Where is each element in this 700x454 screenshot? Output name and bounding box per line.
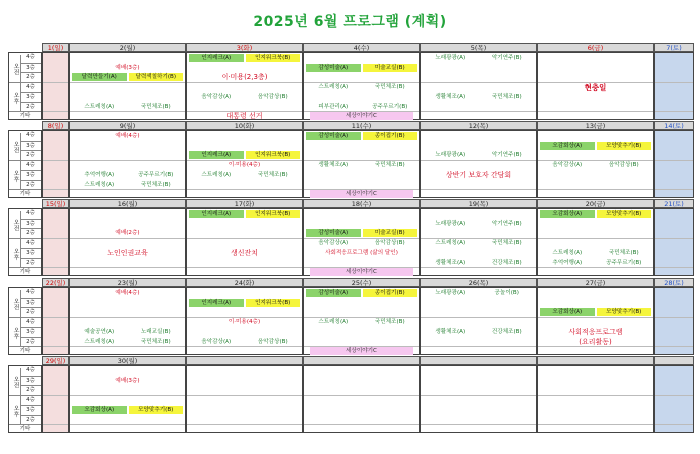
- slot-divider: [43, 267, 68, 268]
- day-cell: [186, 287, 303, 355]
- slot-divider: [187, 424, 302, 425]
- program-item: 오감회상(A): [540, 308, 595, 316]
- slot-divider: [655, 267, 693, 268]
- program-item: 국민체조(B): [374, 84, 405, 91]
- day-header: 24(화): [186, 278, 303, 287]
- day-header: 9(월): [69, 121, 186, 130]
- pm-label: 오후: [9, 238, 21, 268]
- day-cell: [42, 365, 69, 433]
- slot-label: 4층: [26, 132, 35, 138]
- slot-divider: [538, 317, 653, 318]
- program-item: 인지워크북(B): [246, 210, 301, 218]
- program-item: 달력색칠하기(B): [129, 73, 184, 81]
- program-item: 국민체조(B): [374, 162, 405, 169]
- slot-divider: [655, 317, 693, 318]
- program-item: 국민체조(B): [140, 181, 171, 188]
- program-item: 스트레칭(A): [84, 181, 115, 188]
- slot-divider: [421, 346, 536, 347]
- slot-divider: [43, 82, 68, 83]
- slot-divider: [655, 346, 693, 347]
- program-item: 국민체조(B): [491, 93, 522, 100]
- program-item: 미술교실(B): [363, 229, 418, 237]
- day-header: 12(목): [420, 121, 537, 130]
- day-header: [420, 356, 537, 365]
- program-item: 국민체조(B): [491, 240, 522, 247]
- slot-label: 2층: [20, 307, 41, 317]
- program-item: 국민체조(B): [257, 171, 288, 178]
- slot-label: 기타: [9, 189, 41, 199]
- slot-divider: [655, 111, 693, 112]
- program-item: 상반기 보호자 간담회: [445, 170, 512, 179]
- day-cell: [537, 130, 654, 198]
- program-item: 국민체조(B): [140, 103, 171, 110]
- day-cell: [69, 52, 186, 120]
- slot-divider: [538, 346, 653, 347]
- slot-divider: [70, 395, 185, 396]
- program-item: 이·미용(2,3층): [221, 73, 268, 82]
- slot-divider: [187, 346, 302, 347]
- program-item: 음악감상(A): [318, 240, 349, 247]
- program-item: 예술공연(A): [84, 328, 115, 335]
- slot-divider: [70, 346, 185, 347]
- day-header: 22(일): [42, 278, 69, 287]
- pm-label: 오후: [9, 395, 21, 425]
- day-cell: [654, 130, 694, 198]
- day-cell: [303, 365, 420, 433]
- slot-label: 3층: [20, 219, 41, 229]
- program-item: 달력만들기(A): [72, 73, 127, 81]
- program-item: 음악감상(B): [257, 93, 288, 100]
- slot-label: 4층: [26, 54, 35, 60]
- program-item: 음악감상(B): [374, 240, 405, 247]
- program-item: 예배(4층): [115, 133, 140, 139]
- slot-label: 3층: [20, 92, 41, 102]
- day-header: 6(금): [537, 43, 654, 52]
- program-item: 감성미술(A): [306, 289, 361, 297]
- page-title: 2025년 6월 프로그램 (계획): [253, 14, 447, 30]
- slot-label: 3층: [20, 141, 41, 151]
- day-header: 26(목): [420, 278, 537, 287]
- program-item: 세상이야기C: [310, 190, 413, 198]
- day-header: 13(금): [537, 121, 654, 130]
- program-item: 악기연주(B): [491, 55, 522, 61]
- slot-divider: [421, 317, 536, 318]
- program-item: 모양맞추기(B): [597, 308, 652, 316]
- slot-divider: [655, 424, 693, 425]
- row-labels: [8, 52, 42, 120]
- row-labels: [8, 365, 42, 433]
- program-item: 스트레칭(A): [435, 240, 466, 247]
- program-item: 생활체조(A): [435, 328, 466, 335]
- slot-label: 4층: [20, 395, 41, 405]
- program-item: 스트레칭(A): [84, 338, 115, 345]
- row-labels: [8, 287, 42, 355]
- slot-divider: [304, 424, 419, 425]
- day-header: 3(화): [186, 43, 303, 52]
- day-header: 18(수): [303, 199, 420, 208]
- day-cell: [420, 208, 537, 276]
- program-item: 감성미술(A): [306, 132, 361, 140]
- program-item: 사회적응프로그램: [568, 327, 623, 336]
- slot-divider: [421, 424, 536, 425]
- program-item: 공주무르기(B): [138, 171, 174, 178]
- day-cell: [537, 52, 654, 120]
- day-header: 5(목): [420, 43, 537, 52]
- slot-divider: [538, 111, 653, 112]
- day-header: 11(수): [303, 121, 420, 130]
- day-cell: [42, 52, 69, 120]
- day-cell: [303, 208, 420, 276]
- slot-divider: [421, 160, 536, 161]
- slot-divider: [43, 317, 68, 318]
- slot-label: 2층: [20, 150, 41, 160]
- program-item: 생활체조(A): [318, 162, 349, 169]
- program-item: 인지레크(A): [189, 210, 244, 218]
- slot-divider: [538, 267, 653, 268]
- slot-divider: [421, 82, 536, 83]
- day-header: 30(월): [69, 356, 186, 365]
- program-item: 예배(3층): [115, 377, 140, 384]
- program-item: 스트레칭(A): [318, 319, 349, 326]
- program-item: 인지워크북(B): [246, 299, 301, 307]
- program-item: 노래광광(A): [435, 290, 466, 296]
- day-cell: [537, 365, 654, 433]
- program-item: 현충일: [584, 83, 607, 93]
- day-cell: [186, 208, 303, 276]
- program-item: 모양맞추기(B): [129, 406, 184, 414]
- program-item: 예배(4층): [115, 290, 140, 296]
- program-item: 감성미술(A): [306, 229, 361, 237]
- slot-label: 4층: [26, 210, 35, 216]
- program-item: 이·미용(4층): [228, 162, 261, 169]
- slot-divider: [70, 189, 185, 190]
- pm-label: 오후: [9, 82, 21, 112]
- am-label: 오전: [9, 368, 21, 395]
- day-header: [654, 356, 694, 365]
- slot-divider: [538, 395, 653, 396]
- program-item: 피부관리(A): [318, 103, 349, 110]
- am-label: 오전: [9, 211, 21, 238]
- day-header: 28(토): [654, 278, 694, 287]
- row-labels: [8, 130, 42, 198]
- slot-divider: [304, 395, 419, 396]
- slot-divider: [43, 395, 68, 396]
- slot-divider: [421, 189, 536, 190]
- slot-label: 3층: [20, 63, 41, 73]
- day-cell: [42, 287, 69, 355]
- day-cell: [69, 287, 186, 355]
- day-header: 14(토): [654, 121, 694, 130]
- program-item: 생신잔치: [230, 248, 259, 257]
- program-item: 인지워크북(B): [246, 151, 301, 159]
- slot-label: 3층: [20, 376, 41, 386]
- program-item: 노래교실(B): [140, 328, 171, 335]
- am-label: 오전: [9, 290, 21, 317]
- program-item: 스트레칭(A): [84, 103, 115, 110]
- slot-divider: [187, 189, 302, 190]
- slot-divider: [655, 238, 693, 239]
- pm-label: 오후: [9, 317, 21, 347]
- day-header: 10(화): [186, 121, 303, 130]
- day-cell: [69, 365, 186, 433]
- program-item: 이·미용(4층): [228, 319, 261, 326]
- slot-divider: [43, 424, 68, 425]
- program-item: 스트레칭(A): [201, 171, 232, 178]
- program-item: 예배(2층): [115, 230, 140, 237]
- slot-label: 2층: [20, 72, 41, 82]
- day-cell: [186, 130, 303, 198]
- program-item: 노래광광(A): [435, 55, 466, 61]
- program-item: 공주무르기(B): [606, 259, 642, 266]
- program-item: 악기연주(B): [491, 152, 522, 159]
- slot-label: 2층: [20, 415, 41, 425]
- program-item: 인지레크(A): [189, 299, 244, 307]
- slot-label: 2층: [20, 337, 41, 347]
- program-item: 세상이야기C: [310, 268, 413, 276]
- slot-divider: [655, 82, 693, 83]
- program-item: 종이접기(B): [363, 289, 418, 297]
- day-header: 15(일): [42, 199, 69, 208]
- slot-divider: [70, 267, 185, 268]
- day-cell: [303, 130, 420, 198]
- slot-divider: [421, 267, 536, 268]
- day-cell: [654, 208, 694, 276]
- day-cell: [420, 52, 537, 120]
- day-cell: [537, 208, 654, 276]
- day-cell: [303, 52, 420, 120]
- program-item: 오감회상(A): [72, 406, 127, 414]
- program-item: 세상이야기C: [310, 112, 413, 120]
- program-item: 인지레크(A): [189, 54, 244, 62]
- slot-divider: [187, 267, 302, 268]
- day-cell: [69, 208, 186, 276]
- program-item: 오감회상(A): [540, 210, 595, 218]
- day-header: 7(토): [654, 43, 694, 52]
- day-cell: [303, 287, 420, 355]
- slot-label: 3층: [20, 327, 41, 337]
- program-item: 공놀이(B): [494, 290, 519, 296]
- slot-divider: [538, 238, 653, 239]
- program-item: 인지레크(A): [189, 151, 244, 159]
- slot-label: 2층: [20, 180, 41, 190]
- program-item: 미술교실(B): [363, 64, 418, 72]
- day-cell: [420, 130, 537, 198]
- day-cell: [654, 365, 694, 433]
- program-item: 예배(3층): [115, 64, 140, 71]
- slot-divider: [187, 82, 302, 83]
- day-header: [537, 356, 654, 365]
- row-labels: [8, 208, 42, 276]
- program-item: 공주무르기(B): [372, 103, 408, 110]
- slot-label: 2층: [20, 228, 41, 238]
- day-cell: [654, 52, 694, 120]
- program-item: 음악감상(A): [201, 338, 232, 345]
- slot-label: 4층: [26, 367, 35, 373]
- program-item: 인지워크북(B): [246, 54, 301, 62]
- slot-label: 4층: [20, 82, 41, 92]
- slot-divider: [421, 111, 536, 112]
- program-item: 생활체조(A): [435, 259, 466, 266]
- program-item: 사회적응프로그램 (삶의 달인): [325, 249, 398, 256]
- day-cell: [420, 365, 537, 433]
- day-header: 8(일): [42, 121, 69, 130]
- slot-label: 4층: [20, 238, 41, 248]
- slot-divider: [70, 238, 185, 239]
- program-item: 노인인권교육: [107, 248, 148, 257]
- slot-divider: [43, 111, 68, 112]
- am-label: 오전: [9, 133, 21, 160]
- program-item: 노래광광(A): [435, 152, 466, 159]
- slot-divider: [70, 317, 185, 318]
- slot-divider: [43, 160, 68, 161]
- day-header: 17(화): [186, 199, 303, 208]
- program-item: 모양맞추기(B): [597, 210, 652, 218]
- slot-divider: [70, 160, 185, 161]
- slot-divider: [70, 82, 185, 83]
- program-item: 건강체조(B): [491, 328, 522, 335]
- slot-label: 2층: [20, 102, 41, 112]
- slot-label: 2층: [20, 385, 41, 395]
- program-item: 국민체조(B): [608, 249, 639, 256]
- day-header: 25(수): [303, 278, 420, 287]
- slot-divider: [43, 346, 68, 347]
- am-label: 오전: [9, 55, 21, 82]
- day-cell: [186, 52, 303, 120]
- day-header: 19(목): [420, 199, 537, 208]
- program-item: 감성미술(A): [306, 64, 361, 72]
- slot-label: 4층: [20, 317, 41, 327]
- slot-label: 2층: [20, 258, 41, 268]
- slot-divider: [655, 160, 693, 161]
- slot-label: 기타: [9, 424, 41, 434]
- slot-label: 3층: [20, 298, 41, 308]
- slot-divider: [43, 238, 68, 239]
- program-item: 스트레칭(A): [318, 84, 349, 91]
- slot-divider: [538, 424, 653, 425]
- day-header: [186, 356, 303, 365]
- day-header: 2(월): [69, 43, 186, 52]
- slot-divider: [655, 189, 693, 190]
- program-item: 건강체조(B): [491, 259, 522, 266]
- program-item: 모양맞추기(B): [597, 142, 652, 150]
- program-item: 음악감상(A): [201, 93, 232, 100]
- day-cell: [69, 130, 186, 198]
- slot-divider: [70, 424, 185, 425]
- slot-divider: [655, 395, 693, 396]
- day-header: 16(월): [69, 199, 186, 208]
- day-header: 21(토): [654, 199, 694, 208]
- program-item: 대통령 선거: [226, 112, 263, 121]
- day-header: 20(금): [537, 199, 654, 208]
- program-item: 음악감상(B): [608, 162, 639, 169]
- day-header: 4(수): [303, 43, 420, 52]
- slot-divider: [187, 395, 302, 396]
- slot-divider: [43, 189, 68, 190]
- slot-label: 3층: [20, 170, 41, 180]
- program-item: (요리활동): [579, 337, 612, 346]
- program-item: 오감회상(A): [540, 142, 595, 150]
- slot-label: 3층: [20, 405, 41, 415]
- program-item: 종이접기(B): [363, 132, 418, 140]
- slot-label: 기타: [9, 267, 41, 277]
- slot-divider: [538, 189, 653, 190]
- slot-label: 기타: [9, 111, 41, 121]
- day-header: 1(일): [42, 43, 69, 52]
- day-cell: [42, 130, 69, 198]
- program-item: 음악감상(A): [552, 162, 583, 169]
- day-header: [303, 356, 420, 365]
- day-header: 29(일): [42, 356, 69, 365]
- day-cell: [186, 365, 303, 433]
- day-header: 23(월): [69, 278, 186, 287]
- program-item: 국민체조(B): [140, 338, 171, 345]
- program-item: 생활체조(A): [435, 93, 466, 100]
- program-item: 추억여행(A): [84, 171, 115, 178]
- program-item: 국민체조(B): [374, 319, 405, 326]
- program-item: 스트레칭(A): [552, 249, 583, 256]
- day-cell: [42, 208, 69, 276]
- slot-label: 4층: [20, 160, 41, 170]
- program-item: 악기연주(B): [491, 220, 522, 227]
- slot-divider: [421, 395, 536, 396]
- slot-divider: [70, 111, 185, 112]
- program-item: 음악감상(B): [257, 338, 288, 345]
- day-cell: [654, 287, 694, 355]
- slot-divider: [187, 238, 302, 239]
- day-cell: [420, 287, 537, 355]
- day-header: 27(금): [537, 278, 654, 287]
- pm-label: 오후: [9, 160, 21, 190]
- program-item: 노래광광(A): [435, 220, 466, 227]
- slot-label: 4층: [26, 289, 35, 295]
- slot-label: 기타: [9, 346, 41, 356]
- slot-label: 3층: [20, 248, 41, 258]
- program-item: 세상이야기C: [310, 347, 413, 355]
- program-item: 추억여행(A): [552, 259, 583, 266]
- day-cell: [537, 287, 654, 355]
